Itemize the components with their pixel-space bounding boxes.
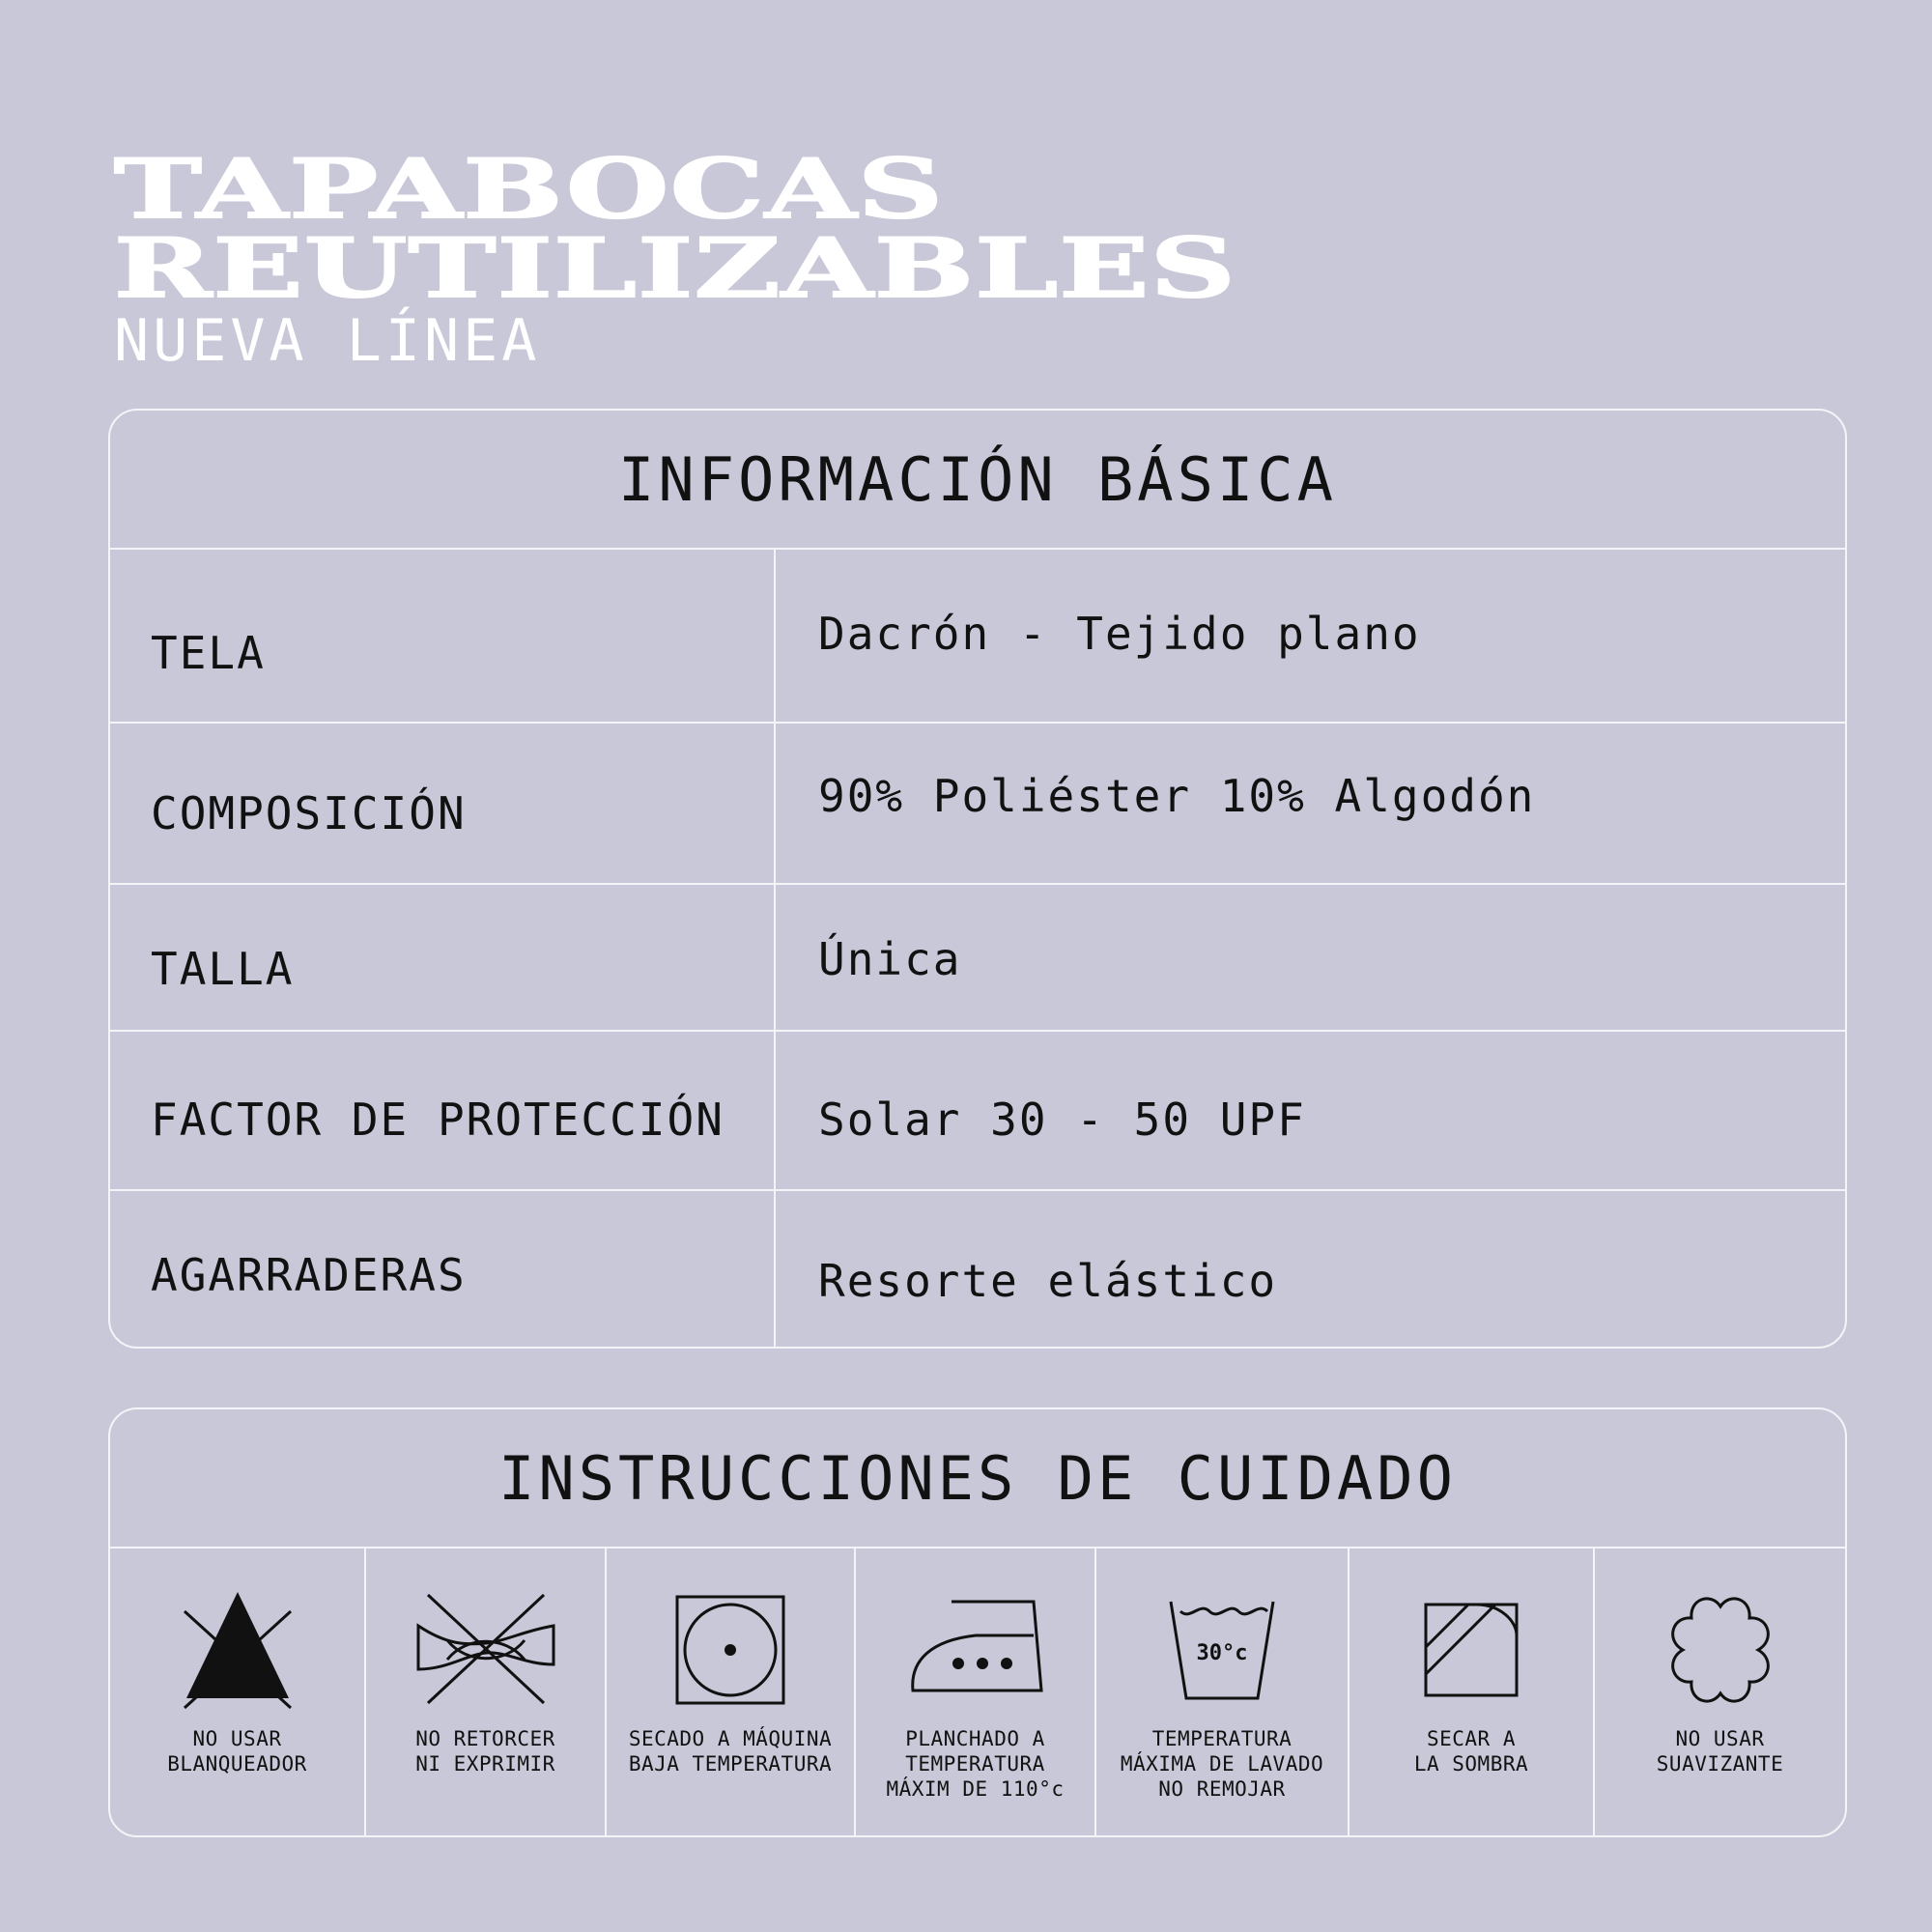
care-item [607,1548,856,1837]
care-item [110,1548,366,1837]
basic-info-panel [108,409,1847,1349]
title-line-2: REUTILIZABLES [114,220,1237,316]
care-instructions-panel [108,1407,1847,1837]
info-key: FACTOR DE PROTECCIÓN [151,1094,724,1146]
care-item [366,1548,607,1837]
care-item [1595,1548,1845,1837]
info-row-composicion [110,724,1845,885]
page-subtitle: NUEVA LÍNEA [114,307,541,375]
care-label: NO RETORCER NI EXPRIMIR [415,1727,555,1776]
dry-in-shade-icon [1408,1587,1534,1713]
care-label: TEMPERATURA MÁXIMA DE LAVADO NO REMOJAR [1120,1727,1324,1801]
info-row-factor [110,1032,1845,1191]
info-row-talla [110,885,1845,1032]
care-label: NO USAR BLANQUEADOR [167,1727,307,1776]
info-key: AGARRADERAS [151,1249,467,1301]
care-label: SECADO A MÁQUINA BAJA TEMPERATURA [628,1727,833,1776]
info-value: Dacrón - Tejido plano [818,608,1421,660]
info-value: Solar 30 - 50 UPF [818,1094,1306,1146]
title-line-1: TAPABOCAS [114,141,945,237]
info-value: 90% Poliéster 10% Algodón [818,770,1536,822]
basic-info-heading: INFORMACIÓN BÁSICA [110,411,1845,550]
info-key: TELA [151,627,266,679]
care-item [856,1548,1096,1837]
care-label: NO USAR SUAVIZANTE [1656,1727,1784,1776]
care-item [1096,1548,1350,1837]
info-key: TALLA [151,943,295,995]
care-heading: INSTRUCCIONES DE CUIDADO [110,1409,1845,1548]
no-wring-icon [409,1587,563,1713]
info-row-agarraderas [110,1191,1845,1349]
info-row-tela [110,550,1845,724]
wash-30-icon [1159,1587,1285,1713]
page-title [114,141,1237,316]
care-label: PLANCHADO A TEMPERATURA MÁXIM DE 110°c [886,1727,1065,1801]
info-value: Resorte elástico [818,1255,1278,1307]
info-key: COMPOSICIÓN [151,787,467,839]
no-bleach-icon [175,1587,300,1713]
care-label: SECAR A LA SOMBRA [1413,1727,1529,1776]
care-item [1350,1548,1595,1837]
tumble-dry-low-icon [668,1587,793,1713]
care-icons-row [110,1548,1845,1837]
no-softener-icon [1658,1587,1783,1713]
wash-temp-label: 30°c [1196,1641,1248,1665]
iron-icon [898,1587,1053,1713]
info-value: Única [818,933,962,985]
